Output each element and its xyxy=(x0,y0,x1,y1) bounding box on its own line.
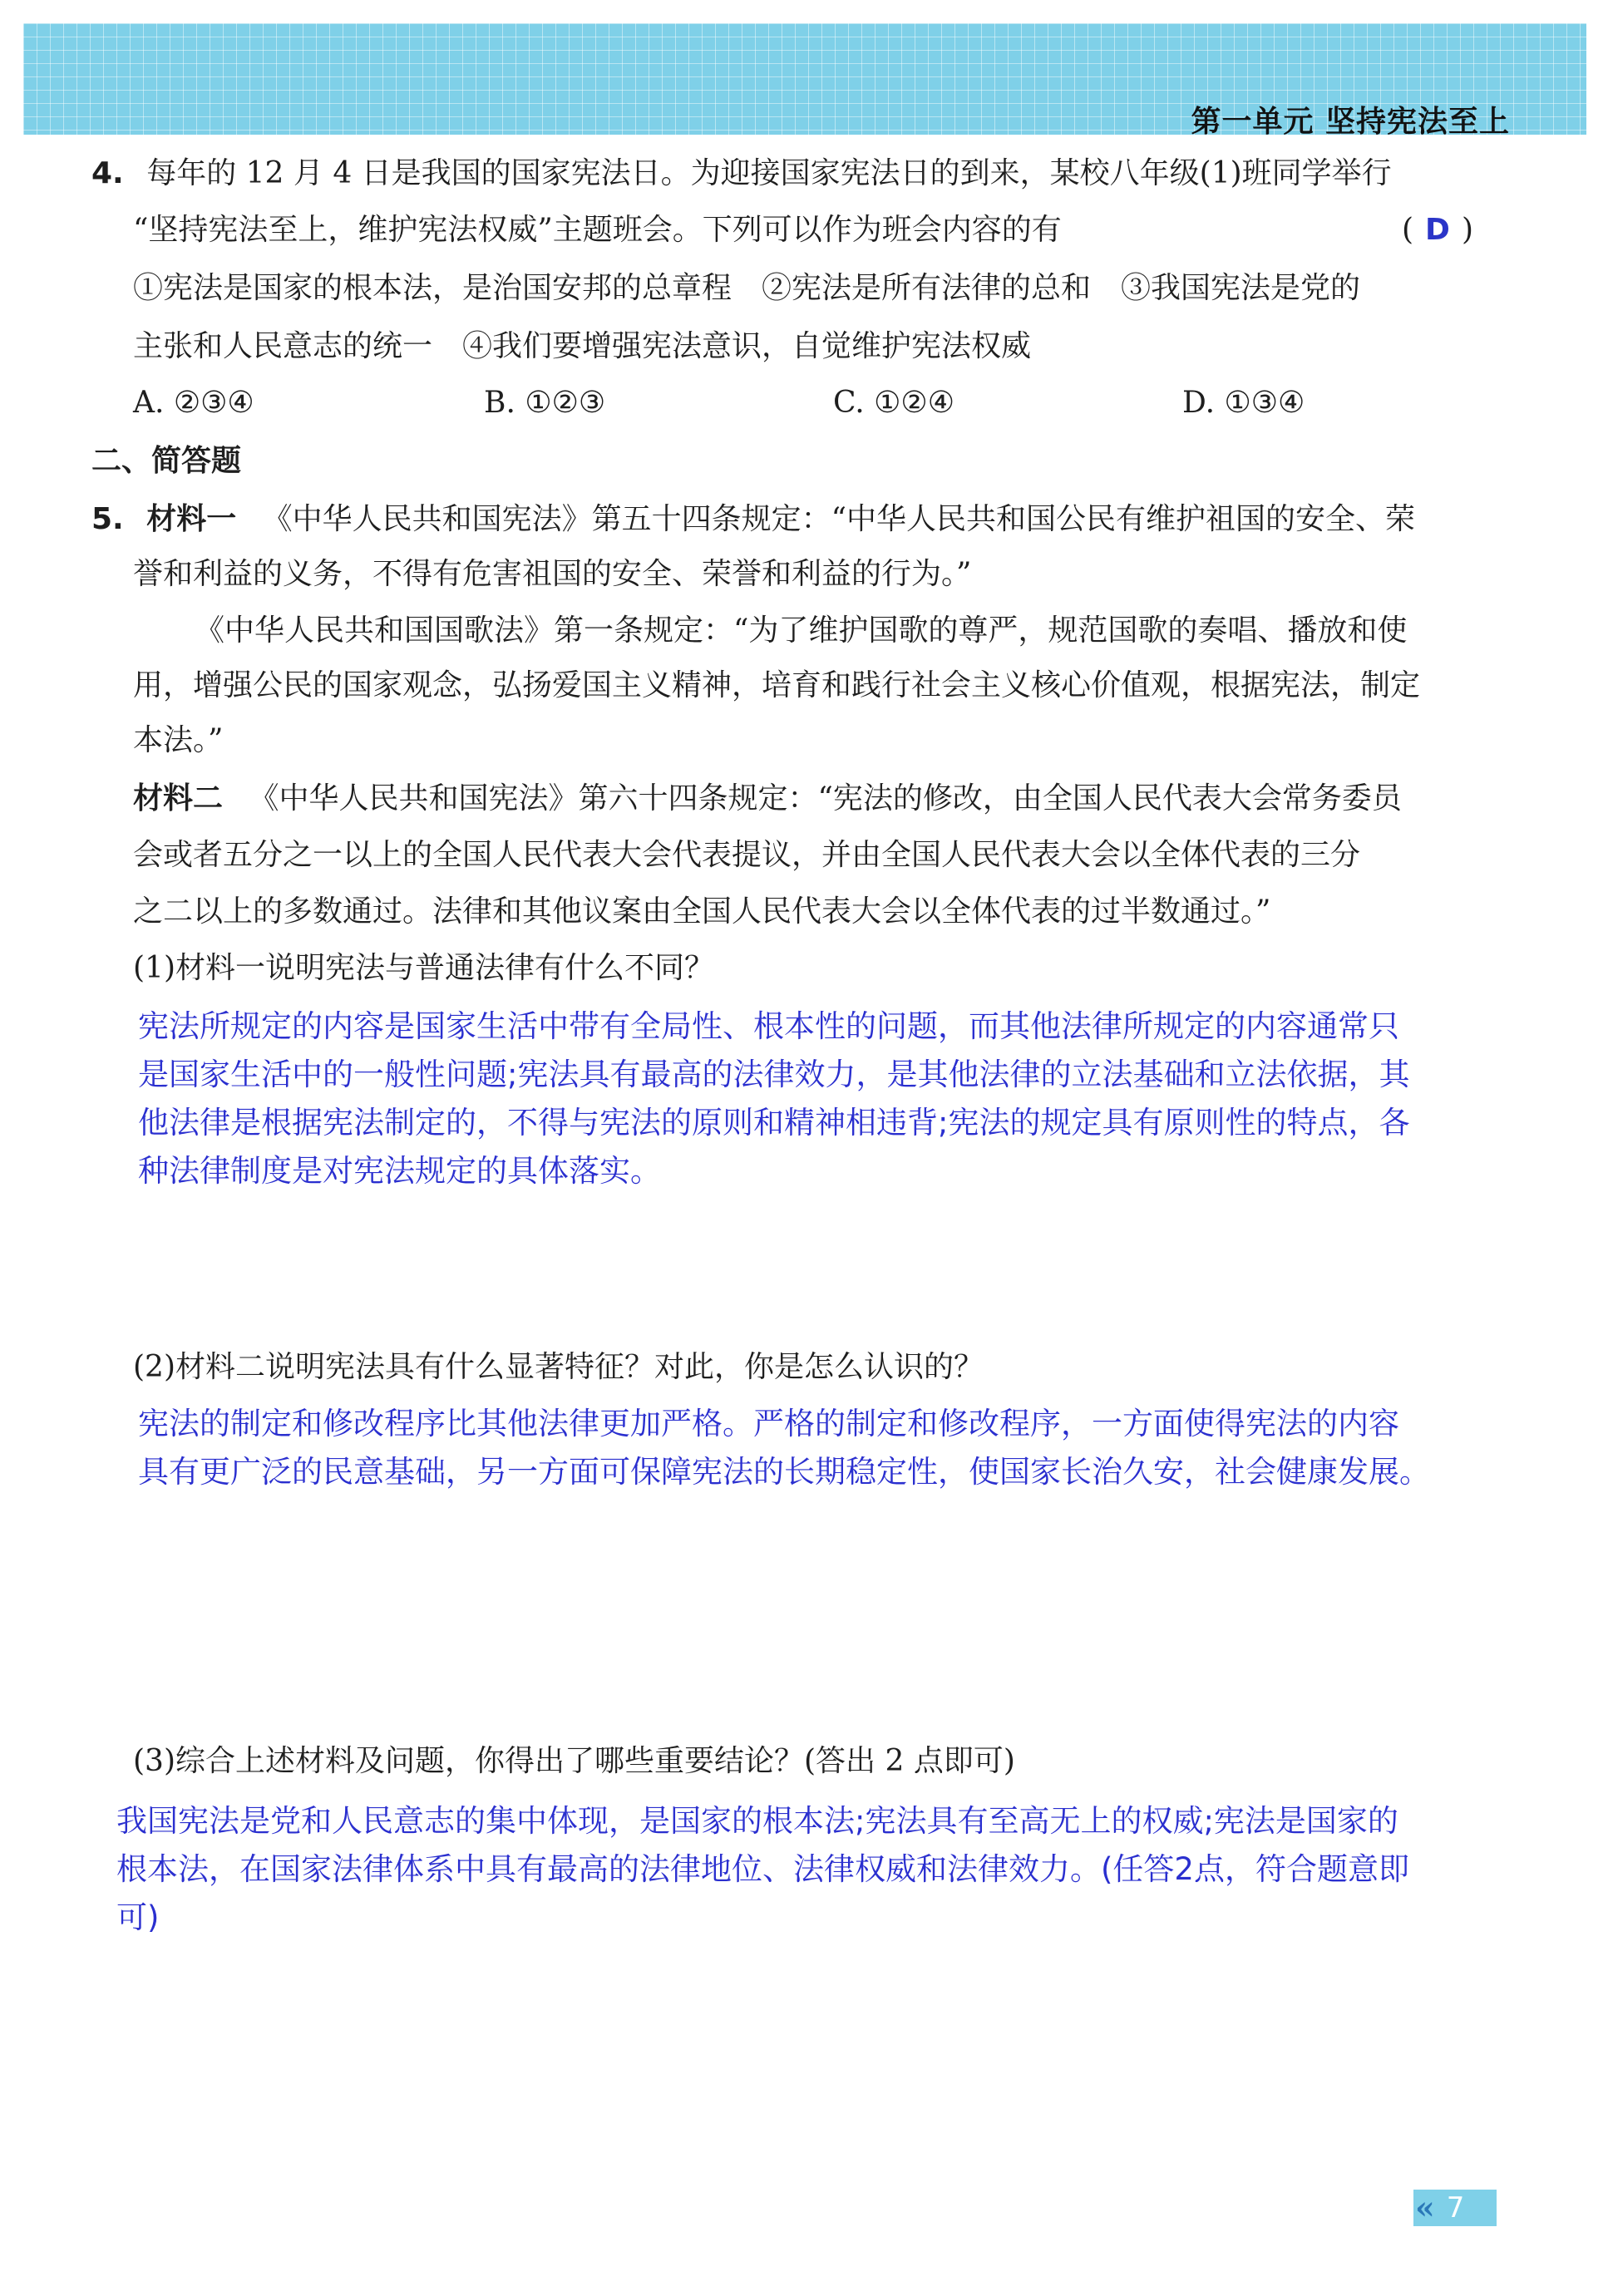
unit-title: 第一单元 坚持宪法至上 xyxy=(1191,105,1510,139)
q5-number: 5. xyxy=(91,502,124,536)
q4-stem-line4: 主张和人民意志的统一 ④我们要增强宪法意识，自觉维护宪法权威 xyxy=(133,329,1032,363)
q5-sub1-answer-line: 他法律是根据宪法制定的，不得与宪法的原则和精神相违背;宪法的规定具有原则性的特点，各 xyxy=(138,1105,1410,1141)
q5-material2-text2: 会或者五分之一以上的全国人民代表大会代表提议，并由全国人民代表大会以全体代表的三分 xyxy=(133,838,1361,872)
q4-stem-line3: ①宪法是国家的根本法，是治国安邦的总章程 ②宪法是所有法律的总和 ③我国宪法是党的 xyxy=(133,271,1361,305)
q4-stem-line2: “坚持宪法至上，维护宪法权威”主题班会。下列可以作为班会内容的有 xyxy=(133,213,1062,247)
q5-sub3-answer-line: 可) xyxy=(116,1899,160,1935)
q4-line1 xyxy=(91,155,1392,193)
section-title: 二、简答题 xyxy=(91,444,242,478)
q5-sub2-question: (2)材料二说明宪法具有什么显著特征？对此，你是怎么认识的？ xyxy=(133,1350,984,1384)
q5-material2-label: 材料二 xyxy=(133,781,224,815)
q5-material1-text3: 《中华人民共和国国歌法》第一条规定：“为了维护国歌的尊严，规范国歌的奏唱、播放和使 xyxy=(195,613,1408,648)
q5-sub3-answer xyxy=(116,1797,1409,1942)
q5-material2-line1 xyxy=(133,780,1402,818)
q5-material1-text4: 用，增强公民的国家观念，弘扬爱国主义精神，培育和践行社会主义核心价值观，根据宪法，制定 xyxy=(133,668,1421,702)
q5-sub3-question: (3)综合上述材料及问题，你得出了哪些重要结论？(答出 2 点即可) xyxy=(133,1744,1015,1778)
q4-answer-box: ( D ) xyxy=(1402,213,1473,247)
q4-option-c: C. ①②④ xyxy=(833,386,954,420)
q5-material1-line1 xyxy=(91,500,1415,539)
q5-sub1-question: (1)材料一说明宪法与普通法律有什么不同？ xyxy=(133,951,714,985)
q5-sub2-answer-line: 具有更广泛的民意基础，另一方面可保障宪法的长期稳定性，使国家长治久安，社会健康发展。 xyxy=(138,1454,1430,1490)
q5-sub1-answer-line: 是国家生活中的一般性问题;宪法具有最高的法律效力，是其他法律的立法基础和立法依据，其 xyxy=(138,1057,1410,1092)
q5-sub3-answer-line: 我国宪法是党和人民意志的集中体现，是国家的根本法;宪法具有至高无上的权威;宪法是国家的 xyxy=(116,1803,1398,1839)
q4-option-d: D. ①③④ xyxy=(1182,386,1305,420)
q4-option-a: A. ②③④ xyxy=(133,386,254,420)
q5-sub1-answer-line: 宪法所规定的内容是国家生活中带有全局性、根本性的问题，而其他法律所规定的内容通常只 xyxy=(138,1008,1399,1044)
q5-material1-text5: 本法。” xyxy=(133,723,224,757)
q5-material2-text1: 《中华人民共和国宪法》第六十四条规定：“宪法的修改，由全国人民代表大会常务委员 xyxy=(249,781,1402,815)
q5-sub1-answer xyxy=(138,1003,1409,1195)
q5-material1-text1: 《中华人民共和国宪法》第五十四条规定：“中华人民共和国公民有维护祖国的安全、荣 xyxy=(262,502,1416,536)
q5-sub1-answer-line: 种法律制度是对宪法规定的具体落实。 xyxy=(138,1153,661,1189)
page-number: 7 xyxy=(1446,2191,1465,2225)
q4-stem-line1: 每年的 12 月 4 日是我国的国家宪法日。为迎接国家宪法日的到来，某校八年级(1)班同学举行 xyxy=(146,156,1392,190)
q4-answer: D xyxy=(1425,213,1450,247)
q5-material1-text2: 誉和利益的义务，不得有危害祖国的安全、荣誉和利益的行为。” xyxy=(133,557,972,591)
q5-material1-label: 材料一 xyxy=(146,502,237,536)
q4-number: 4. xyxy=(91,156,124,190)
q5-material2-text3: 之二以上的多数通过。法律和其他议案由全国人民代表大会以全体代表的过半数通过。” xyxy=(133,894,1271,929)
q4-option-b: B. ①②③ xyxy=(484,386,606,420)
double-chevron-left-icon: « xyxy=(1415,2189,1435,2226)
q5-sub2-answer xyxy=(138,1400,1430,1496)
page-number-badge xyxy=(1413,2190,1497,2226)
q5-sub2-answer-line: 宪法的制定和修改程序比其他法律更加严格。严格的制定和修改程序，一方面使得宪法的内容 xyxy=(138,1406,1399,1441)
q5-sub3-answer-line: 根本法，在国家法律体系中具有最高的法律地位、法律权威和法律效力。(任答2点，符合题意即 xyxy=(116,1851,1409,1887)
